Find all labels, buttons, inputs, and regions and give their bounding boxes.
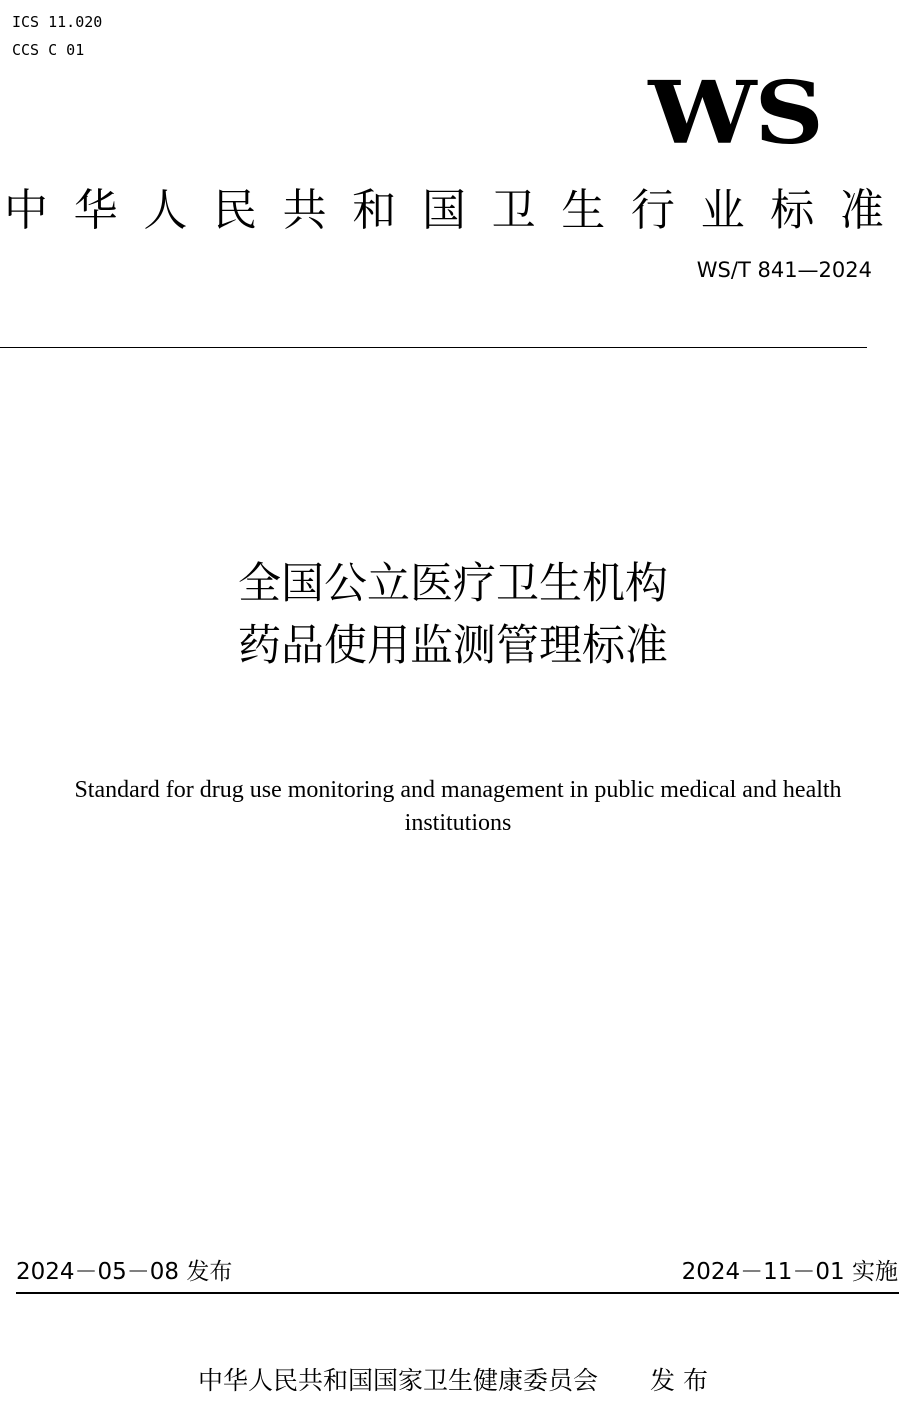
heading-char: 和 [352, 185, 397, 236]
chinese-title-line-2: 药品使用监测管理标准 [238, 621, 668, 671]
publisher-action: 发 布 [650, 1366, 708, 1395]
ccs-code: CCS C 01 [12, 41, 85, 59]
heading-char: 民 [212, 185, 257, 236]
publisher-line [0, 1364, 906, 1398]
ws-logo: WS [648, 63, 822, 164]
ics-code: ICS 11.020 [12, 13, 103, 31]
implementation-date: 2024－11－01 实施 [681, 1259, 898, 1285]
heading-char: 国 [421, 185, 466, 236]
standard-number: WS/T 841—2024 [696, 258, 872, 282]
heading-char: 人 [143, 185, 188, 236]
chinese-title [0, 553, 906, 677]
heading-char: 业 [700, 185, 745, 236]
heading-char: 行 [630, 185, 675, 236]
heading-char: 华 [73, 185, 118, 236]
english-title: Standard for drug use monitoring and management in public medical and health institutions [74, 777, 842, 836]
heading-char: 准 [839, 185, 884, 236]
heading-char: 生 [561, 185, 606, 236]
footer-divider [16, 1292, 899, 1294]
heading-char: 共 [282, 185, 327, 236]
chinese-title-line-1: 全国公立医疗卫生机构 [238, 559, 668, 609]
heading-char: 标 [770, 185, 815, 236]
heading-char: 中 [4, 185, 48, 236]
header-divider [0, 347, 867, 348]
heading-char: 卫 [491, 185, 536, 236]
publisher-name: 中华人民共和国国家卫生健康委员会 [198, 1366, 599, 1395]
industry-standard-heading [0, 183, 906, 239]
publication-date: 2024－05－08 发布 [16, 1259, 233, 1285]
